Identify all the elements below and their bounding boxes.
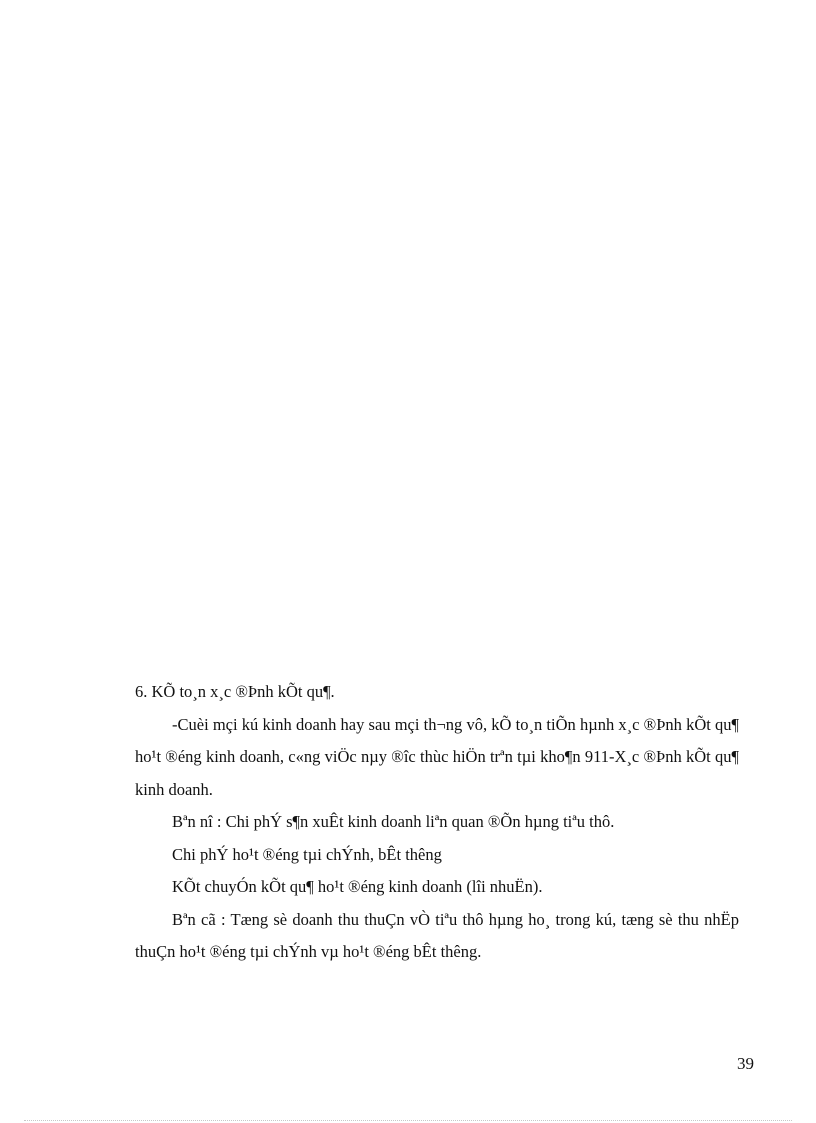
line-transfer-result: KÕt chuyÓn kÕt qu¶ ho¹t ®éng kinh doanh (lîi nhuËn).	[172, 877, 543, 896]
document-body	[135, 676, 739, 969]
section-heading: 6. KÕ to¸n x¸c ®Þnh kÕt qu¶.	[135, 682, 335, 701]
paragraph-credit-side: Bªn cã : Tæng sè doanh thu thuÇn vÒ tiªu thô hµng ho¸ trong kú, tæng sè thu nhËp thuÇn ho¹t ®éng tµi chÝnh vµ ho¹t ®éng bÊt thêng.	[135, 909, 739, 961]
line-debit-side: Bªn nî : Chi phÝ s¶n xuÊt kinh doanh liªn quan ®Õn hµng tiªu thô.	[172, 812, 615, 831]
page-number: 39	[737, 1054, 754, 1073]
line-expenses: Chi phÝ ho¹t ®éng tµi chÝnh, bÊt thêng	[172, 844, 442, 864]
paragraph-intro: -Cuèi mçi kú kinh doanh hay sau mçi th¬ng vô, kÕ to¸n tiÕn hµnh x¸c ®Þnh kÕt qu¶ ho¹t ®éng kinh doanh, c«ng viÖc nµy ®îc thùc hiÖn trªn tµi kho¶n 911-X¸c ®Þnh kÕt qu¶ kinh doanh.	[135, 714, 739, 799]
page-bottom-divider	[24, 1120, 792, 1121]
